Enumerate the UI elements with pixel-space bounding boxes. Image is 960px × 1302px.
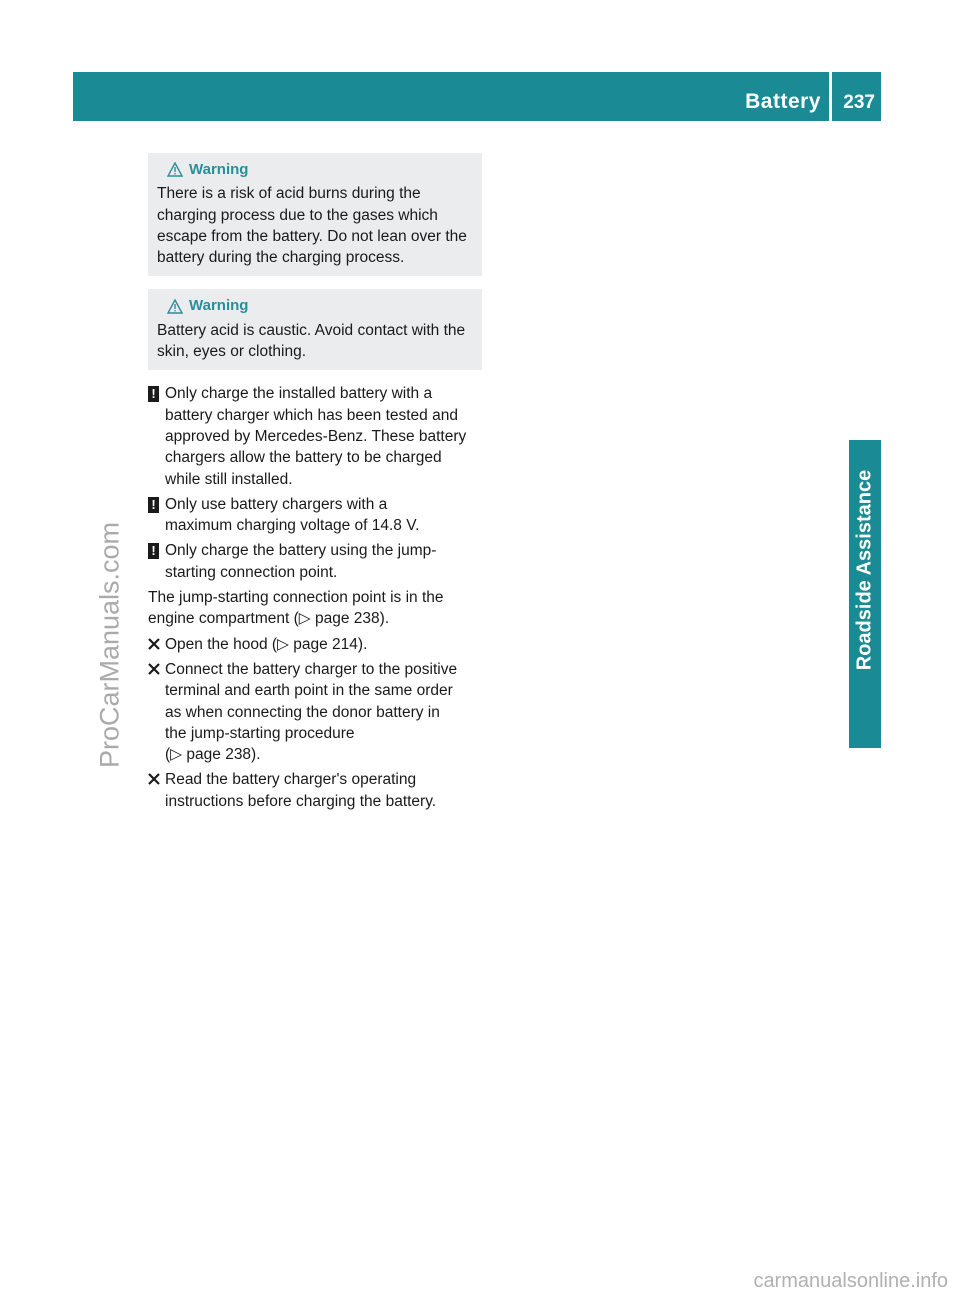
caution-icon: ! xyxy=(148,497,159,513)
step-arrow-icon xyxy=(148,663,160,676)
instruction-step xyxy=(148,634,482,655)
caution-note xyxy=(148,494,482,537)
paragraph-line: The jump-starting connection point is in the xyxy=(148,589,444,607)
warning-line: battery during the charging process. xyxy=(157,249,405,267)
paragraph-text: engine compartment ( xyxy=(148,610,299,628)
step-line: as when connecting the donor battery in xyxy=(165,703,440,721)
step-text: ( xyxy=(165,746,171,764)
note-line: while still installed. xyxy=(165,470,293,488)
note-line: approved by Mercedes-Benz. These battery xyxy=(165,427,467,445)
section-title: Battery xyxy=(745,90,821,113)
warning-line: Battery acid is caustic. Avoid contact with the xyxy=(157,321,466,339)
page-ref-arrow-icon: ▷ xyxy=(277,635,289,653)
step-line: the jump-starting procedure xyxy=(165,724,355,742)
page-reference-link[interactable]: page 214). xyxy=(293,635,368,653)
body-paragraph xyxy=(148,587,482,630)
step-line: Connect the battery charger to the positive xyxy=(165,660,458,678)
warning-box xyxy=(148,153,482,276)
page-ref-arrow-icon: ▷ xyxy=(298,610,311,628)
note-line: starting connection point. xyxy=(165,563,338,581)
warning-line: skin, eyes or clothing. xyxy=(157,343,307,361)
warning-line: escape from the battery. Do not lean over the xyxy=(157,227,467,245)
page-content xyxy=(148,153,482,816)
step-text: Open the hood ( xyxy=(165,635,278,653)
page-reference-link[interactable]: page 238). xyxy=(315,610,390,628)
note-line: maximum charging voltage of 14.8 V. xyxy=(165,517,420,535)
note-line: Only charge the battery using the jump- xyxy=(165,542,437,560)
paragraph-line xyxy=(148,608,482,629)
caution-icon: ! xyxy=(148,386,159,402)
note-line: battery charger which has been tested and xyxy=(165,406,458,424)
step-line: Read the battery charger's operating xyxy=(165,771,417,789)
step-line xyxy=(165,744,482,765)
footer-watermark[interactable]: carmanualsonline.info xyxy=(753,1270,948,1292)
instruction-step xyxy=(148,659,482,765)
warning-heading xyxy=(167,295,474,316)
warning-triangle-icon xyxy=(167,299,183,314)
warning-line: There is a risk of acid burns during the xyxy=(157,185,421,203)
header-divider xyxy=(829,72,832,121)
step-arrow-icon xyxy=(148,638,160,651)
page-reference-link[interactable]: page 238). xyxy=(186,746,261,764)
side-watermark: ProCarManuals.com xyxy=(94,521,125,769)
instruction-step xyxy=(148,769,482,812)
note-line: chargers allow the battery to be charged xyxy=(165,449,442,467)
page-ref-arrow-icon: ▷ xyxy=(170,746,183,764)
page-number: 237 xyxy=(843,92,875,113)
note-line: Only use battery chargers with a xyxy=(165,495,388,513)
note-line: Only charge the installed battery with a xyxy=(165,385,433,403)
warning-title: Warning xyxy=(189,297,249,315)
step-line: instructions before charging the battery. xyxy=(165,792,437,810)
caution-note xyxy=(148,383,482,489)
warning-box xyxy=(148,289,482,370)
warning-triangle-icon xyxy=(167,162,183,177)
warning-text xyxy=(157,320,474,363)
chapter-tab-label: Roadside Assistance xyxy=(853,469,876,671)
caution-icon: ! xyxy=(148,543,159,559)
warning-title: Warning xyxy=(189,161,249,178)
step-arrow-icon xyxy=(148,773,160,786)
warning-heading xyxy=(167,159,474,180)
caution-note xyxy=(148,540,482,583)
warning-text xyxy=(157,183,474,268)
chapter-tab-marker xyxy=(849,700,881,748)
warning-line: charging process due to the gases which xyxy=(157,206,438,224)
header-bar xyxy=(73,72,881,121)
chapter-tab[interactable] xyxy=(849,440,881,700)
step-line: terminal and earth point in the same order xyxy=(165,682,453,700)
